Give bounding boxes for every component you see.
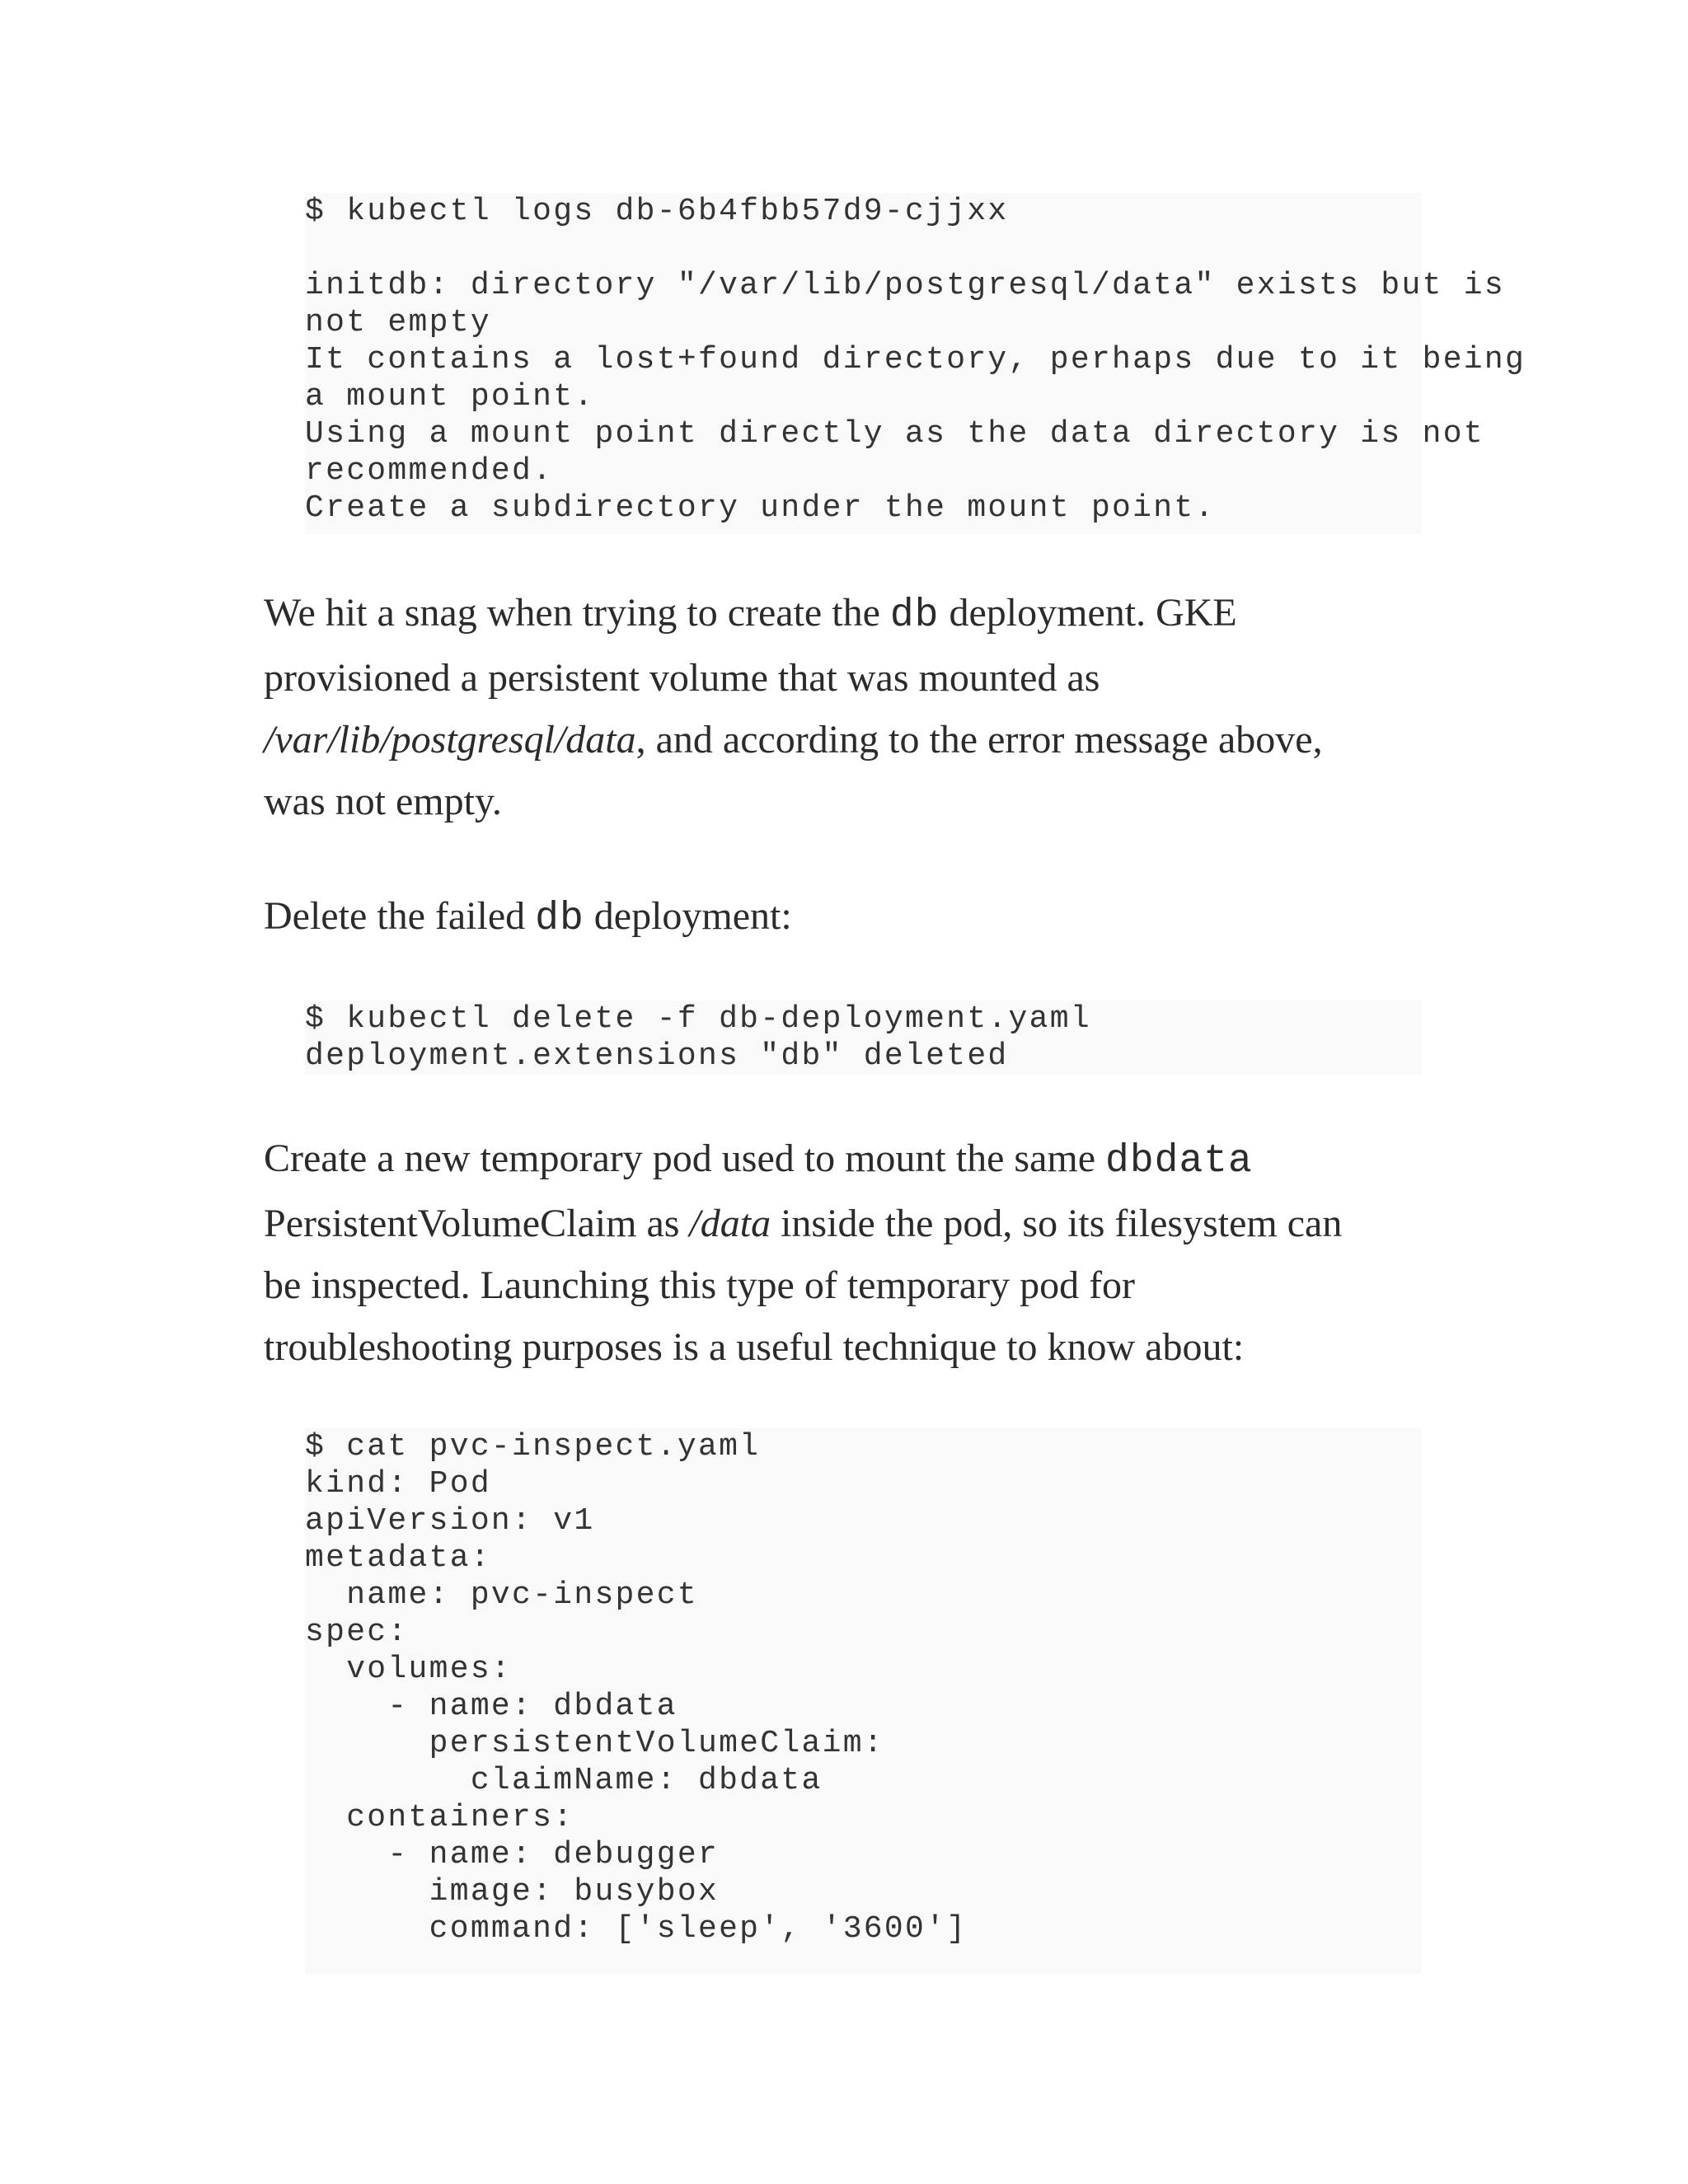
inline-code-db: db [535, 897, 584, 941]
paragraph-line [264, 1193, 1434, 1254]
code-line: Using a mount point directly as the data directory is not [305, 416, 1484, 452]
code-line: not empty [305, 305, 491, 340]
code-line: spec: [305, 1615, 409, 1650]
code-line: command: ['sleep', '3600'] [305, 1911, 968, 1947]
italic-path: /data [689, 1202, 771, 1245]
code-line: - name: dbdata [305, 1689, 678, 1724]
paragraph-line [264, 885, 1434, 950]
code-line: a mount point. [305, 379, 595, 415]
code-line: It contains a lost+found directory, perhaps due to it being [305, 342, 1526, 377]
text-span: PersistentVolumeClaim as [264, 1202, 690, 1245]
code-line: Create a subdirectory under the mount point. [305, 490, 1216, 526]
text-span: inside the pod, so its filesystem can [771, 1202, 1343, 1245]
code-block-pvc-inspect-yaml [305, 1428, 1421, 1974]
code-line: name: pvc-inspect [305, 1577, 698, 1613]
text-span: Create a new temporary pod used to mount the same [264, 1137, 1106, 1180]
text-span: , and according to the error message above, [635, 718, 1323, 762]
text-span: deployment. GKE [939, 591, 1237, 635]
text-span: deployment: [584, 894, 792, 938]
paragraph-line: troubleshooting purposes is a useful technique to know about: [264, 1325, 1245, 1369]
paragraph-line: was not empty. [264, 780, 502, 823]
code-line: image: busybox [305, 1874, 720, 1910]
code-line: containers: [305, 1800, 574, 1835]
code-block-kubectl-delete [305, 1001, 1421, 1075]
italic-path: /var/lib/postgresql/data [264, 718, 636, 762]
code-line: recommended. [305, 453, 554, 489]
paragraph-line [264, 582, 1434, 647]
paragraph-line: be inspected. Launching this type of temporary pod for [264, 1263, 1136, 1307]
code-line: claimName: dbdata [305, 1763, 823, 1798]
text-span: We hit a snag when trying to create the [264, 591, 890, 635]
code-line: metadata: [305, 1540, 491, 1576]
text-span: Delete the failed [264, 894, 536, 938]
inline-code-db: db [889, 593, 940, 638]
code-line: initdb: directory "/var/lib/postgresql/data" exists but is [305, 268, 1506, 303]
code-line: volumes: [305, 1652, 513, 1687]
code-line: $ cat pvc-inspect.yaml [305, 1429, 761, 1465]
code-line: apiVersion: v1 [305, 1503, 595, 1539]
code-line: persistentVolumeClaim: [305, 1726, 884, 1761]
code-line: $ kubectl delete -f db-deployment.yaml [305, 1001, 1091, 1037]
paragraph-temporary-pod [264, 1127, 1434, 1378]
code-blank-line [305, 230, 1421, 267]
inline-code-dbdata: dbdata [1105, 1139, 1253, 1183]
paragraph-delete-deployment [264, 885, 1434, 950]
paragraph-gke-snag [264, 582, 1434, 832]
code-block-kubectl-logs [305, 193, 1526, 534]
code-line: - name: debugger [305, 1837, 720, 1872]
code-line: deployment.extensions "db" deleted [305, 1038, 1009, 1074]
code-line: kind: Pod [305, 1466, 491, 1502]
paragraph-line: provisioned a persistent volume that was mounted as [264, 656, 1100, 700]
paragraph-line [264, 1127, 1434, 1193]
code-line: $ kubectl logs db-6b4fbb57d9-cjjxx [305, 194, 1009, 229]
paragraph-line [264, 709, 1434, 771]
